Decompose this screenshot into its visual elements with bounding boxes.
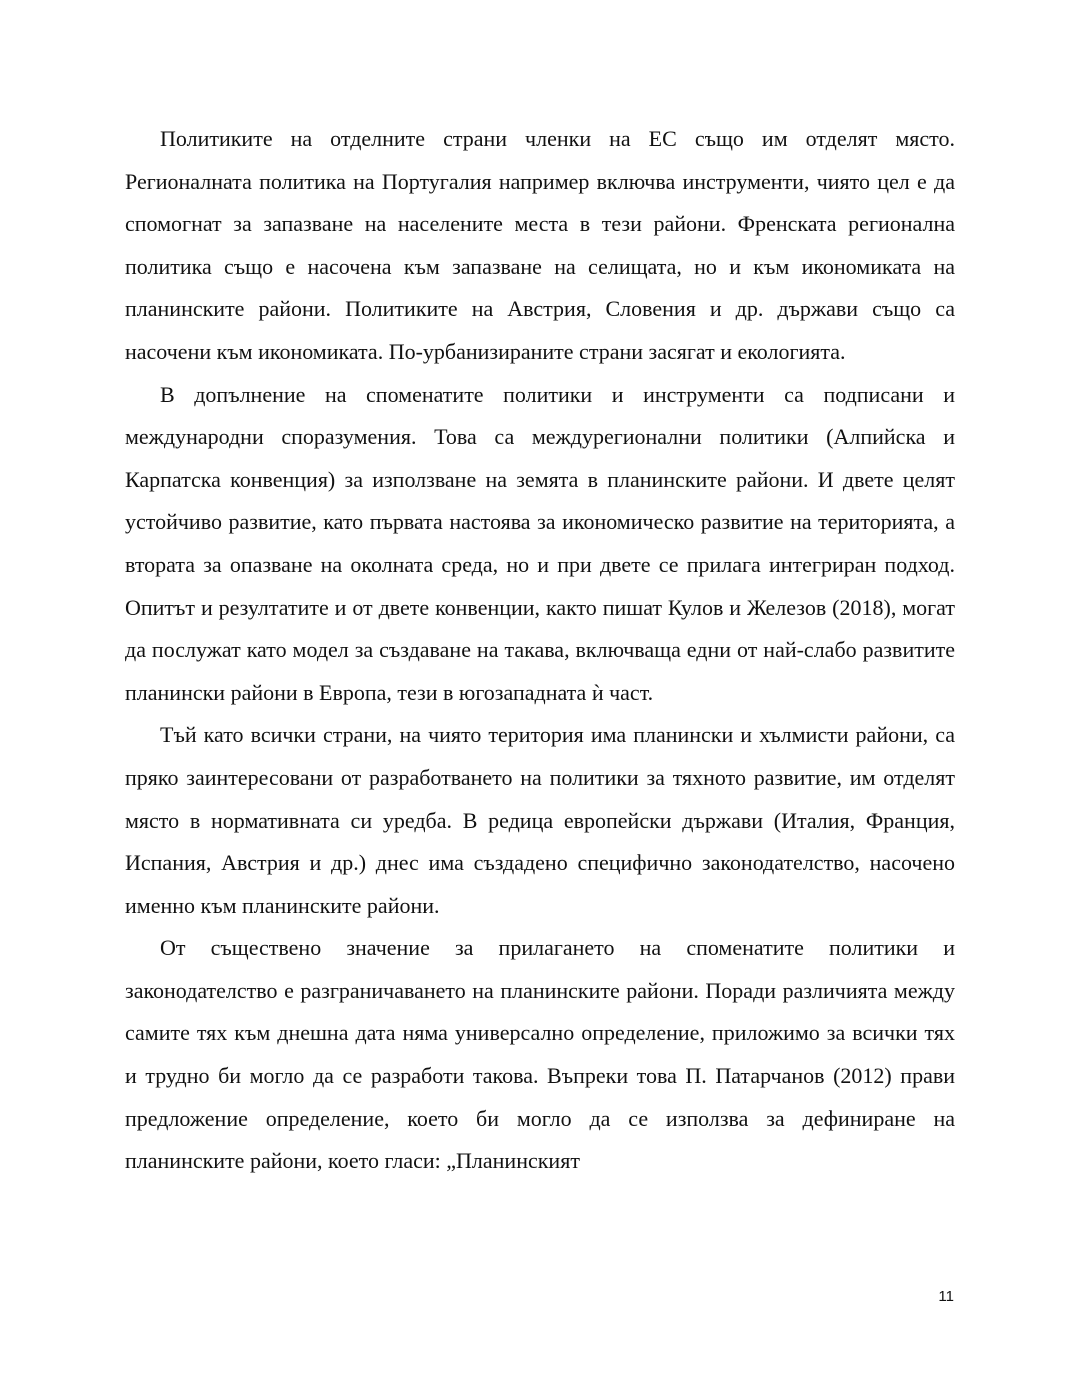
- paragraph-2: В допълнение на споменатите политики и инструменти са подписани и международни споразумения. Това са междурегионални политики (Алпийска и Карпатска конвенция) за използване на земята в планинските райони. И двете целят устойчиво развитие, като първата настоява за икономическо развитие на територията, а втората за опазване на околната среда, но и при двете се прилага интегриран подход. Опитът и резултатите и от двете конвенции, както пишат Кулов и Железов (2018), могат да послужат като модел за създаване на такава, включваща едни от най-слабо развитите планински райони в Европа, тези в югозападната ѝ част.: [125, 381, 955, 705]
- paragraph-1: Политиките на отделните страни членки на ЕС също им отделят място. Регионалната политика на Португалия например включва инструменти, чиято цел е да спомогнат за запазване на населените места в тези райони. Френската регионална политика също е насочена към запазване на селищата, но и към икономиката на планинските райони. Политиките на Австрия, Словения и др. държави също са насочени към икономиката. По-урбанизираните страни засягат и екологията.: [125, 126, 955, 364]
- page-number: 11: [938, 1288, 954, 1305]
- document-body: [125, 118, 955, 1183]
- paragraph-4: От съществено значение за прилагането на споменатите политики и законодателство е разграничаването на планинските райони. Поради различията между самите тях към днешна дата няма универсално определение, приложимо за всички тях и трудно би могло да се разработи такова. Въпреки това П. Патарчанов (2012) прави предложение определение, което би могло да се използва за дефиниране на планинските райони, което гласи: „Планинският: [125, 935, 955, 1174]
- paragraph-3: Тъй като всички страни, на чиято територия има планински и хълмисти райони, са пряко заинтересовани от разработването на политики за тяхното развитие, им отделят място в нормативната си уредба. В редица европейски държави (Италия, Франция, Испания, Австрия и др.) днес има създадено специфично законодателство, насочено именно към планинските райони.: [125, 722, 955, 918]
